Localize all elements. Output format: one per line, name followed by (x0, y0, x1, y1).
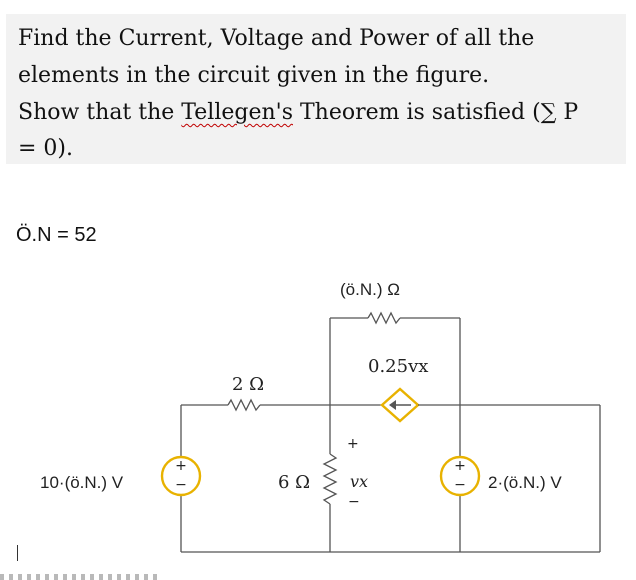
question-line-4: = 0). (18, 136, 73, 161)
shunt-resistor-label: 6 Ω (278, 472, 311, 493)
question-line-1: Find the Current, Voltage and Power of all the (18, 26, 535, 51)
vx-plus-sign: + (347, 436, 359, 452)
question-line-3-start: Show that the (18, 100, 182, 125)
question-line-2: elements in the circuit given in the figure. (18, 63, 490, 88)
faint-bottom-strip (0, 574, 160, 580)
student-number-label: Ö.N = 52 (16, 224, 97, 246)
tellegen-keyword: Tellegen's (181, 100, 293, 125)
top-resistor-label: (ö.N.) Ω (340, 280, 400, 299)
text-cursor (17, 545, 18, 561)
dependent-source-label: 0.25vx (368, 356, 429, 377)
resistor-6-ohm (324, 454, 336, 504)
left-source-plus: + (175, 458, 187, 474)
resistor-2-ohm (228, 400, 260, 410)
right-source-label: 2·(ö.N.) V (488, 473, 562, 492)
right-source-plus: + (454, 458, 466, 474)
right-source-minus: − (454, 477, 466, 493)
left-source-label: 10·(ö.N.) V (40, 473, 124, 492)
left-resistor-label: 2 Ω (232, 374, 265, 395)
left-source-minus: − (175, 477, 187, 493)
vx-label: vx (350, 472, 369, 491)
resistor-on-ohm (368, 313, 400, 323)
question-line-3-end: Theorem is satisfied (∑ P (292, 100, 579, 125)
vx-minus-sign: − (348, 494, 360, 510)
